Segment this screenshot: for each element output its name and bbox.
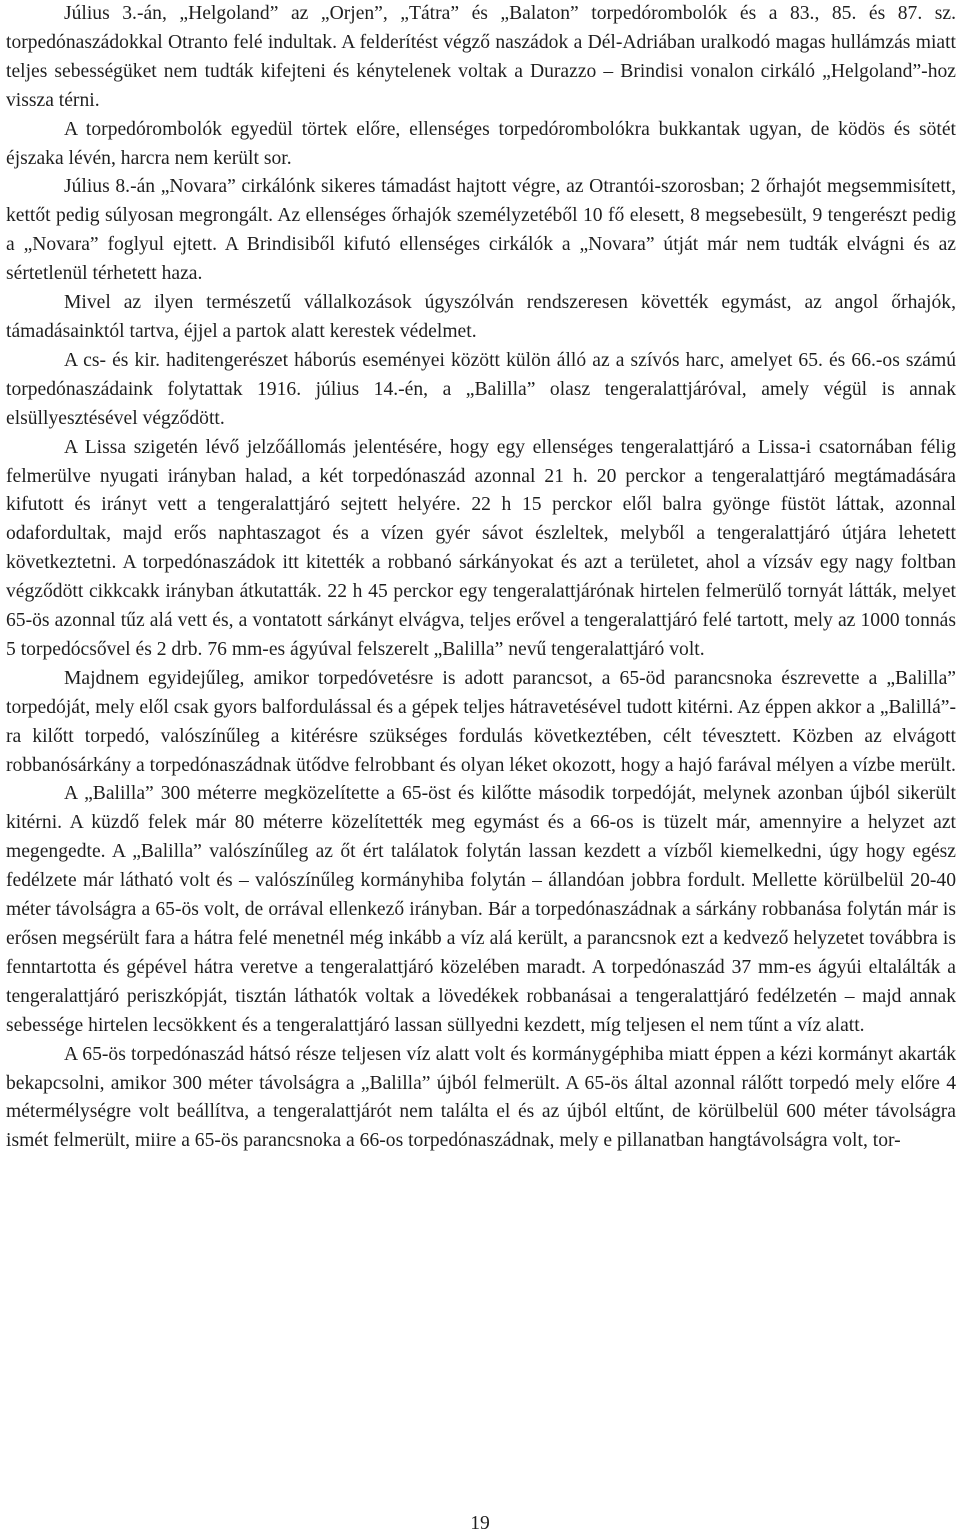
body-text — [6, 0, 956, 1156]
paragraph-9: A 65-ös torpedónaszád hátsó része teljesen víz alatt volt és kormánygéphiba miatt éppen a kézi kormányt akarták bekapcsolni, amikor 300 méter távolságra a „Balilla” újból felmerült. A 65-ös által azonnal rálőtt torpedó mely előre 4 métermélységre volt beállítva, a tengeralattjárót nem találta el és az újból eltűnt, de körülbelül 600 méter távolságra ismét felmerült, miire a 65-ös parancsnoka a 66-os torpedónaszádnak, mely e pillanatban hangtávolságra volt, tor- — [6, 1043, 956, 1152]
paragraph-1: Július 3.-án, „Helgoland” az „Orjen”, „Tátra” és „Balaton” torpedórombolók és a 83., 85. és 87. sz. torpedónaszádokkal Otranto felé indultak. A felderítést végző naszádok a Dél-Adriában uralkodó magas hullámzás miatt teljes sebességüket nem tudták kifejteni és kénytelenek voltak a Durazzo – Brindisi vonalon cirkáló „Helgoland”-hoz vissza térni. — [6, 3, 956, 111]
paragraph-4: Mivel az ilyen természetű vállalkozások úgyszólván rendszeresen követték egymást, az angol őrhajók, támadásainktól tartva, éjjel a partok alatt kerestek védelmet. — [6, 292, 956, 342]
paragraph-2: A torpedórombolók egyedül törtek előre, ellenséges torpedórombolókra bukkantak ugyan, de ködös és sötét éjszaka lévén, harcra nem került sor. — [6, 118, 956, 169]
paragraph-5: A cs- és kir. haditengerészet háborús eseményei között külön álló az a szívós harc, amelyet 65. és 66.-os számú torpedónaszádaink folytattak 1916. július 14.-én, a „Balilla” olasz tengeralattjáróval, amely végül is annak elsüllyesztésével végződött. — [6, 349, 956, 429]
paragraph-7: Majdnem egyidejűleg, amikor torpedóvetésre is adott parancsot, a 65-öd parancsnoka észrevette a „Balilla” torpedóját, mely elől csak gyors balfordulással és a gépek teljes hátravetésével tudott kitérni. Az éppen akkor a „Balillá”-ra kilőtt torpedó, valószínűleg a kitérésre szükséges fordulás következtében, célt tévesztett. Közben az elvágott robbanósárkány a torpedónaszádnak ütődve felrobbant és olyan léket okozott, hogy a hajó farával mélyen a vízbe merült. — [6, 667, 956, 776]
paragraph-8: A „Balilla” 300 méterre megközelítette a 65-öst és kilőtte második torpedóját, melynek azonban újból sikerült kitérni. A küzdő felek már 80 méterre közelítették meg egymást és a 66-os is tüzelt már, amennyire a helyzet azt megengedte. A „Balilla” valószínűleg az őt ért találatok folytán lassan kezdett a vízből kiemelkedni, úgy hogy egész fedélzete már látható volt és – valószínűleg kormányhiba folytán – állandóan jobbra fordult. Mellette körülbelül 20-40 méter távolságra a 65-ös volt, de orrával ellenkező irányban. Bár a torpedónaszádnak a sárkány robbanása folytán már is erősen megsérült fara a hátra felé menetnél még inkább a víz alá került, a parancsnok ezt a kedvező helyzetet továbbra is fenntartotta és gépével hátra veretve a tengeralattjáró közelében maradt. A torpedónaszád 37 mm-es ágyúi eltalálták a tengeralattjáró periszkópját, tisztán láthatók voltak a lövedékek robbanásai a tengeralattjáró fedélzetén – majd annak sebessége hirtelen lecsökkent és a tengeralattjáró lassan süllyedni kezdett, míg teljesen el nem tűnt a víz alatt. — [6, 783, 956, 1036]
paragraph-6: A Lissa szigetén lévő jelzőállomás jelentésére, hogy egy ellenséges tengeralattjáró a Lissa-i csatornában félig felmerülve nyugati irányban halad, a két torpedónaszád azonnal 21 h. 20 perckor a tengeralattjáró megtámadására kifutott és irányt vett a tengeralattjáró sejtett helyére. 22 h 15 perckor elől balra gyönge füstöt láttak, azonnal odafordultak, majd erős naphtaszagot és a vízen gyér sávot észleltek, melyből a tengeralattjáró útjára lehetett következtetni. A torpedónaszádok itt kitették a robbanó sárkányokat és azt a területet, ahol a vízsáv egy nagy foltban végződött cikkcakk irányban átkutatták. 22 h 45 perckor egy tengeralattjárónak hirtelen felmerülő tornyát látták, melyet 65-ös azonnal tűz alá vett és, a vontatott sárkányt elvágva, teljes erővel a tengeralattjáró felé tartott, mely az 1000 tonnás 5 torpedócsővel és 2 drb. 76 mm-es ágyúval felszerelt „Balilla” nevű tengeralattjáró volt. — [6, 436, 956, 660]
page-number: 19 — [470, 1513, 490, 1534]
paragraph-3: Július 8.-án „Novara” cirkálónk sikeres támadást hajtott végre, az Otrantói-szorosban; 2 őrhajót megsemmisített, kettőt pedig súlyosan megrongált. Az ellenséges őrhajók személyzetéből 10 fő elesett, 8 megsebesült, 9 tengerészt pedig a „Novara” foglyul ejtett. A Brindisiből kifutó ellenséges cirkálók a „Novara” útját már nem tudták elvágni és az sértetlenül térhetett haza. — [6, 176, 956, 285]
